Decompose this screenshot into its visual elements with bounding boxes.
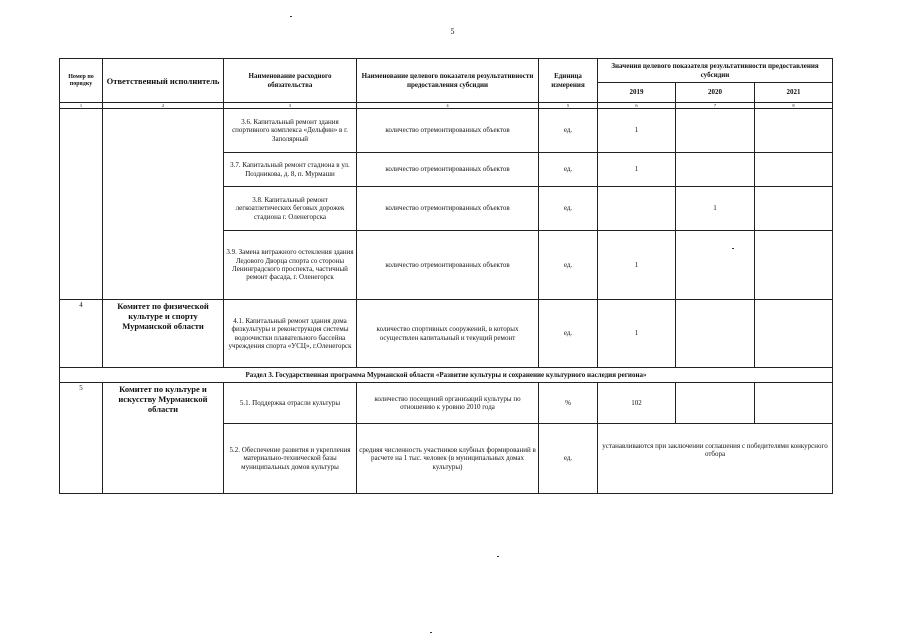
header-unit: Единица измерения (539, 59, 598, 103)
value-2020 (676, 231, 755, 300)
column-number: 5 (539, 103, 598, 109)
obligation-cell: 3.8. Капитальный ремонт легкоатлетических беговых дорожек стадиона г. Оленегорска (224, 187, 357, 231)
unit-cell: ед. (539, 109, 598, 153)
indicator-cell: количество отремонтированных объектов (357, 109, 539, 153)
header-indicator: Наименование целевого показателя результативности предоставления субсидии (357, 59, 539, 103)
merged-values-cell: устанавливаются при заключении соглашения с победителями конкурсного отбора (598, 424, 833, 494)
value-2020 (676, 153, 755, 187)
indicator-cell: количество отремонтированных объектов (357, 153, 539, 187)
obligation-cell: 3.7. Капитальный ремонт стадиона в ул. Поздникова, д. 8, п. Мурмаши (224, 153, 357, 187)
scan-speck (732, 248, 734, 249)
scan-speck (290, 16, 292, 17)
value-2020 (676, 300, 755, 368)
value-2019: 102 (598, 383, 676, 424)
row-number-cell: 5 (60, 383, 103, 494)
value-2021 (755, 383, 833, 424)
column-number: 1 (60, 103, 103, 109)
unit-cell: ед. (539, 153, 598, 187)
value-2021 (755, 187, 833, 231)
obligation-cell: 3.6. Капитальный ремонт здания спортивного комплекса «Дельфин» в г. Заполярный (224, 109, 357, 153)
value-2019: 1 (598, 153, 676, 187)
header-values-group: Значения целевого показателя результативности предоставления субсидии (598, 59, 833, 83)
column-number: 2 (103, 103, 224, 109)
value-2021 (755, 300, 833, 368)
column-number: 3 (224, 103, 357, 109)
unit-cell: ед. (539, 424, 598, 494)
header-year-2021: 2021 (755, 83, 833, 103)
section-title: Раздел 3. Государственная программа Мурманской области «Развитие культуры и сохранение культурного наследия региона» (60, 368, 833, 383)
header-row-1 (60, 59, 833, 83)
column-number: 4 (357, 103, 539, 109)
value-2020: 1 (676, 187, 755, 231)
value-2021 (755, 153, 833, 187)
row-number-cell: 4 (60, 300, 103, 368)
column-number: 7 (676, 103, 755, 109)
table-row (60, 300, 833, 368)
section-row (60, 368, 833, 383)
obligation-cell: 5.2. Обеспечение развития и укрепления материально-технической базы муниципальных домов культуры (224, 424, 357, 494)
row-number-cell (60, 109, 103, 300)
executor-cell (103, 109, 224, 300)
page-number: 5 (450, 27, 455, 36)
table-row (60, 383, 833, 424)
value-2021 (755, 109, 833, 153)
indicator-cell: количество посещений организаций культуры по отношению к уровню 2010 года (357, 383, 539, 424)
executor-cell: Комитет по культуре и искусству Мурманской области (103, 383, 224, 494)
scan-speck (430, 632, 432, 633)
indicators-table (59, 58, 833, 494)
header-executor: Ответственный исполнитель (103, 59, 224, 103)
header-obligation: Наименование расходного обязательства (224, 59, 357, 103)
obligation-cell: 5.1. Поддержка отрасли культуры (224, 383, 357, 424)
indicator-cell: количество отремонтированных объектов (357, 231, 539, 300)
executor-cell: Комитет по физической культуре и спорту Мурманской области (103, 300, 224, 368)
header-number: Номер по порядку (60, 59, 103, 103)
obligation-cell: 4.1. Капитальный ремонт здания дома физкультуры и реконструкция системы водоочистки плавательного бассейна учреждения спорта «УСЦ», г.Оленегорск (224, 300, 357, 368)
value-2019 (598, 187, 676, 231)
column-number: 8 (755, 103, 833, 109)
unit-cell: ед. (539, 231, 598, 300)
value-2020 (676, 383, 755, 424)
value-2019: 1 (598, 231, 676, 300)
unit-cell: % (539, 383, 598, 424)
unit-cell: ед. (539, 300, 598, 368)
obligation-cell: 3.9. Замена витражного остекления здания Ледового Дворца спорта со стороны Ленинградского проспекта, частичный ремонт фасада, г. Оленегорск (224, 231, 357, 300)
indicator-cell: количество спортивных сооружений, в которых осуществлен капитальный и текущий ремонт (357, 300, 539, 368)
value-2021 (755, 231, 833, 300)
unit-cell: ед. (539, 187, 598, 231)
value-2020 (676, 109, 755, 153)
indicator-cell: средняя численность участников клубных формирований в расчете на 1 тыс. человек (в муниципальных домах культуры) (357, 424, 539, 494)
header-year-2020: 2020 (676, 83, 755, 103)
value-2019: 1 (598, 300, 676, 368)
header-year-2019: 2019 (598, 83, 676, 103)
scan-speck (497, 556, 499, 557)
table-row (60, 109, 833, 153)
value-2019: 1 (598, 109, 676, 153)
column-number: 6 (598, 103, 676, 109)
indicator-cell: количество отремонтированных объектов (357, 187, 539, 231)
